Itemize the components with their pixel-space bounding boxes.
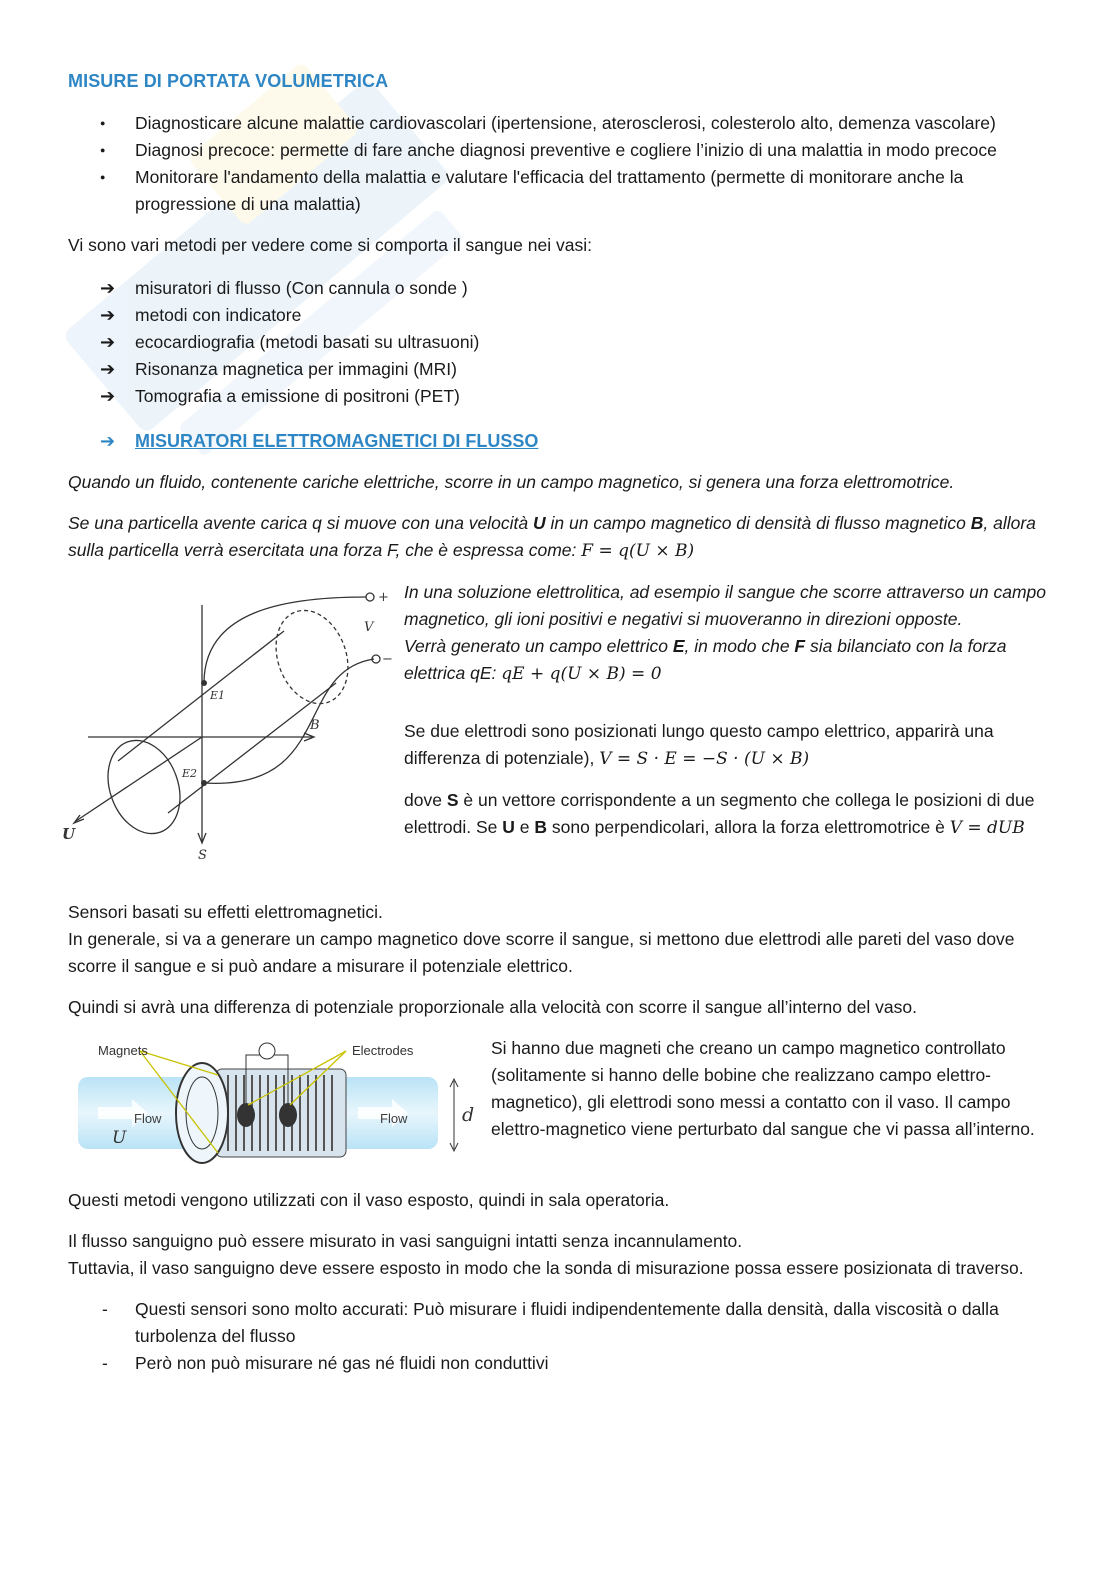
flow-left-label: Flow xyxy=(134,1111,162,1126)
dash-bullet-icon: - xyxy=(102,1353,108,1373)
list-item: ● Monitorare l'andamento della malattia e valutare l'efficacia del trattamento (permette di monitorare anche la progressione di una malattia) xyxy=(68,164,1048,218)
formula-force: F = q(U × B) xyxy=(581,541,695,561)
list-item: ➔ ecocardiografia (metodi basati su ultrasuoni) xyxy=(68,329,1048,356)
arrow-right-icon: ➔ xyxy=(100,305,116,325)
list-item: ➔ Tomografia a emissione di positroni (PET) xyxy=(68,383,1048,410)
flow-right-label: Flow xyxy=(380,1111,408,1126)
paragraph-electrolyte: In una soluzione elettrolitica, ad esempio il sangue che scorre attraverso un campo magnetico, gli ioni positivi e negativi si muoveranno in direzioni opposte. xyxy=(404,582,1047,629)
page-title: MISURE DI PORTATA VOLUMETRICA xyxy=(68,71,389,91)
bullet-dot-icon xyxy=(100,110,120,140)
purpose-list xyxy=(68,110,1048,218)
explanation-column-2 xyxy=(491,1021,1048,1143)
section-title: MISURATORI ELETTROMAGNETICI DI FLUSSO xyxy=(135,431,539,451)
electromagnetic-diagram xyxy=(54,571,394,861)
list-item: - Questi sensori sono molto accurati: Può misurare i fluidi indipendentemente dalla densità, dalla viscosità o dalla turbolenza del flusso xyxy=(68,1296,1048,1350)
formula-emf: V = dUB xyxy=(949,818,1025,838)
paragraph-vector-s: dove S è un vettore corrispondente a un segmento che collega le posizioni di due elettrodi. Se U e B sono perpendicolari, allora la forza elettromotrice è V = dUB xyxy=(404,790,1035,838)
methods-intro: Vi sono vari metodi per vedere come si comporta il sangue nei vasi: xyxy=(68,235,592,255)
paragraph-intact-vessels: Il flusso sanguigno può essere misurato in vasi sanguigni intatti senza incannulamento. xyxy=(68,1231,743,1251)
flowmeter-diagram xyxy=(68,1025,476,1183)
paragraph-general: In generale, si va a generare un campo magnetico dove scorre il sangue, si mettono due elettrodi alle pareti del vaso dove scorre il sangue e si può andare a misurare il potenziale elettrico. xyxy=(68,929,1015,976)
paragraph-force: Se una particella avente carica q si muove con una velocità U in un campo magnetico di densità di flusso magnetico B, allora sulla particella verrà esercitata una forza F, che è espressa come: F = q(U × B) xyxy=(68,513,1036,561)
paragraph-emf: Quando un fluido, contenente cariche elettriche, scorre in un campo magnetico, si genera una forza elettromotrice. xyxy=(68,472,955,492)
arrow-right-icon: ➔ xyxy=(100,431,116,451)
formula-voltage: V = S · E = −S · (U × B) xyxy=(599,749,810,769)
electrodes-label: Electrodes xyxy=(352,1043,414,1058)
arrow-right-icon: ➔ xyxy=(100,386,116,406)
paragraph-electrodes: Se due elettrodi sono posizionati lungo questo campo elettrico, apparirà una differenza di potenziale), V = S · E = −S · (U × B) xyxy=(404,721,994,769)
list-item: ➔ metodi con indicatore xyxy=(68,302,1048,329)
axis-u-label: U xyxy=(62,825,76,843)
list-item: ● Diagnosticare alcune malattie cardiovascolari (ipertensione, aterosclerosi, colesterolo alto, demenza vascolare) xyxy=(68,110,1048,137)
paragraph-sensors: Sensori basati su effetti elettromagnetici. xyxy=(68,902,383,922)
minus-terminal-label: − xyxy=(382,652,393,667)
arrow-right-icon: ➔ xyxy=(100,278,116,298)
velocity-u-label: U xyxy=(112,1128,127,1148)
electrode-e1-label: E1 xyxy=(210,689,226,702)
magnets-label: Magnets xyxy=(98,1043,148,1058)
dash-bullet-icon: - xyxy=(102,1299,108,1319)
figure-text-row-1 xyxy=(62,565,1048,899)
paragraph-balance: Verrà generato un campo elettrico E, in modo che F sia bilanciato con la forza elettrica qE: qE + q(U × B) = 0 xyxy=(404,636,1007,684)
formula-balance: qE + q(U × B) = 0 xyxy=(501,664,662,684)
arrow-right-icon: ➔ xyxy=(100,359,116,379)
bullet-dot-icon xyxy=(100,137,120,167)
figure-text-row-2 xyxy=(68,1021,1048,1187)
list-item: ● Diagnosi precoce: permette di fare anche diagnosi preventive e cogliere l’inizio di una malattia in modo precoce xyxy=(68,137,1048,164)
axis-s-label: S xyxy=(198,848,207,861)
accuracy-list xyxy=(68,1296,1048,1377)
methods-list xyxy=(68,275,1048,410)
paragraph-exposed-vessel: Tuttavia, il vaso sanguigno deve essere esposto in modo che la sonda di misurazione possa essere posizionata di traverso. xyxy=(68,1258,1024,1278)
plus-terminal-label: + xyxy=(378,590,389,605)
axis-b-label: B xyxy=(310,718,320,733)
list-item: ➔ Risonanza magnetica per immagini (MRI) xyxy=(68,356,1048,383)
diameter-d-label: d xyxy=(462,1104,475,1126)
list-item: - Però non può misurare né gas né fluidi non conduttivi xyxy=(68,1350,1048,1377)
voltage-label: V xyxy=(364,620,374,635)
paragraph-magnets: Si hanno due magneti che creano un campo magnetico controllato (solitamente si hanno delle bobine che realizzano campo elettro-magnetico), gli elettrodi sono messi a contatto con il vaso. Il campo elettro-magnetico viene perturbato dal sangue che vi passa all’interno. xyxy=(491,1038,1035,1139)
list-item: ➔ misuratori di flusso (Con cannula o sonde ) xyxy=(68,275,1048,302)
arrow-right-icon: ➔ xyxy=(100,332,116,352)
explanation-column-1 xyxy=(404,565,1048,842)
electrode-e2-label: E2 xyxy=(182,767,198,780)
paragraph-potential: Quindi si avrà una differenza di potenziale proporzionale alla velocità con scorre il sangue all’interno del vaso. xyxy=(68,997,917,1017)
section-heading xyxy=(68,428,1048,455)
paragraph-operating-room: Questi metodi vengono utilizzati con il vaso esposto, quindi in sala operatoria. xyxy=(68,1190,670,1210)
bullet-dot-icon xyxy=(100,164,120,194)
